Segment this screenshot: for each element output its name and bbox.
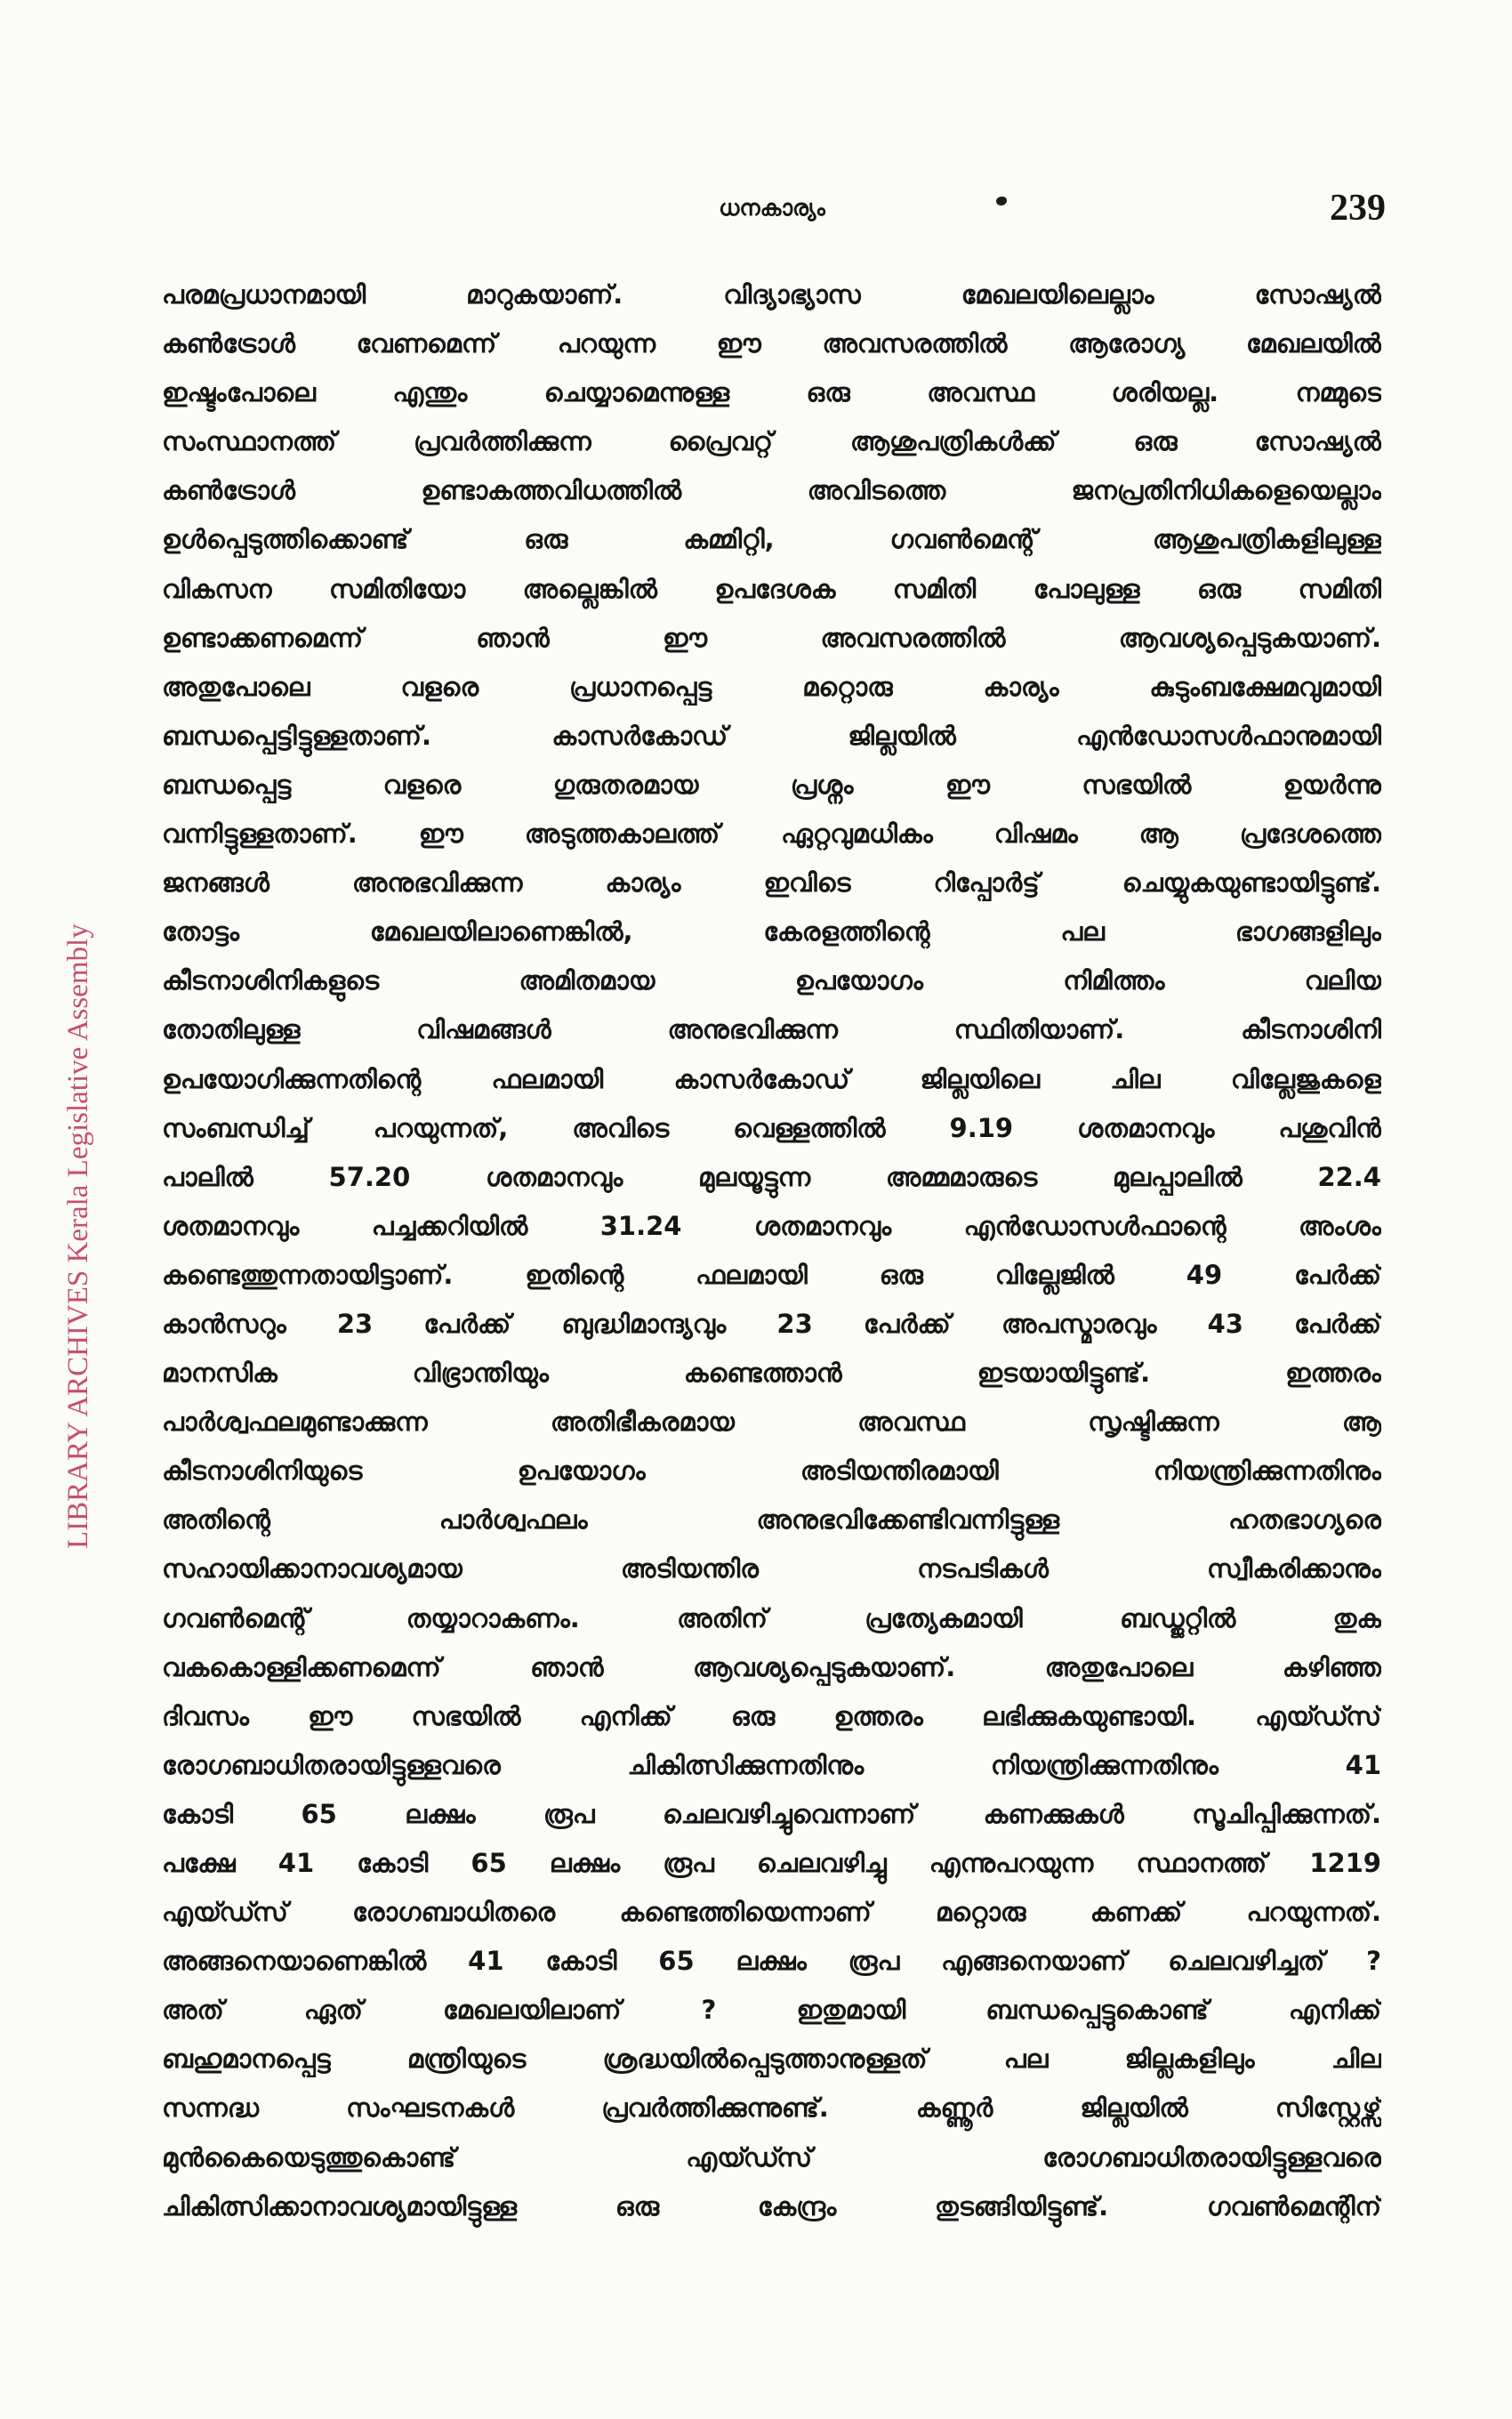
text-line: മാനസിക വിഭ്രാന്തിയും കണ്ടെത്താൻ ഇടയായിട്ടുണ്ട്. ഇത്തരം: [162, 1358, 1381, 1389]
text-line: ഇഷ്ടംപോലെ എന്തും ചെയ്യാമെന്നുള്ള ഒരു അവസ്ഥ ശരിയല്ല. നമ്മുടെ: [162, 377, 1381, 408]
text-line: ഉൾപ്പെടുത്തിക്കൊണ്ട് ഒരു കമ്മിറ്റി, ഗവൺമെന്റ് ആശുപത്രികളിലുള്ള: [162, 524, 1381, 555]
text-line: പാലിൽ 57.20 ശതമാനവും മുലയൂട്ടുന്ന അമ്മമാരുടെ മുലപ്പാലിൽ 22.4: [162, 1161, 1381, 1192]
text-line: വന്നിട്ടുള്ളതാണ്. ഈ അടുത്തകാലത്ത് ഏറ്റവുമധികം വിഷമം ആ പ്രദേശത്തെ: [162, 818, 1381, 850]
text-line: സഹായിക്കാനാവശ്യമായ അടിയന്തിര നടപടികൾ സ്വീകരിക്കാനും: [162, 1553, 1381, 1584]
text-line: കൺട്രോൾ ഉണ്ടാകത്തവിധത്തിൽ അവിടത്തെ ജനപ്രതിനിധികളെയെല്ലാം: [162, 475, 1381, 506]
text-line: ശതമാനവും പച്ചക്കറിയിൽ 31.24 ശതമാനവും എൻഡോസൾഫാന്റെ അംശം: [162, 1210, 1381, 1241]
text-line: ഉണ്ടാക്കണമെന്ന് ഞാൻ ഈ അവസരത്തിൽ ആവശ്യപ്പെടുകയാണ്.: [162, 622, 1381, 653]
text-line: കീടനാശിനിയുടെ ഉപയോഗം അടിയന്തിരമായി നിയന്ത്രിക്കുന്നതിനും: [162, 1455, 1381, 1487]
archive-watermark: LIBRARY ARCHIVES Kerala Legislative Assembly: [62, 923, 94, 1550]
text-line: കൺട്രോൾ വേണമെന്ന് പറയുന്ന ഈ അവസരത്തിൽ ആരോഗ്യ മേഖലയിൽ: [162, 328, 1381, 359]
text-line: ബഹുമാനപ്പെട്ട മന്ത്രിയുടെ ശ്രദ്ധയിൽപ്പെടുത്താനുള്ളത് പല ജില്ലകളിലും ചില: [162, 2044, 1381, 2075]
text-line: പക്ഷേ 41 കോടി 65 ലക്ഷം രൂപ ചെലവഴിച്ചു എന്നുപറയുന്ന സ്ഥാനത്ത് 1219: [162, 1848, 1381, 1878]
text-line: ചികിത്സിക്കാനാവശ്യമായിട്ടുള്ള ഒരു കേന്ദ്രം തുടങ്ങിയിട്ടുണ്ട്. ഗവൺമെന്റിന്: [162, 2190, 1381, 2221]
text-line: തോതിലുള്ള വിഷമങ്ങൾ അനുഭവിക്കുന്ന സ്ഥിതിയാണ്. കീടനാശിനി: [162, 1014, 1381, 1045]
text-line: സംസ്ഥാനത്ത് പ്രവർത്തിക്കുന്ന പ്രൈവറ്റ് ആശുപത്രികൾക്ക് ഒരു സോഷ്യൽ: [162, 426, 1381, 457]
text-line: ദിവസം ഈ സഭയിൽ എനിക്ക് ഒരു ഉത്തരം ലഭിക്കുകയുണ്ടായി. എയ്ഡ്സ്: [162, 1700, 1381, 1731]
text-line: സംബന്ധിച്ച് പറയുന്നത്, അവിടെ വെള്ളത്തിൽ 9.19 ശതമാനവും പശുവിൻ: [162, 1112, 1381, 1143]
page-number: 239: [1330, 188, 1386, 229]
text-line: കീടനാശിനികളുടെ അമിതമായ ഉപയോഗം നിമിത്തം വലിയ: [162, 965, 1381, 996]
text-line: എയ്ഡ്സ് രോഗബാധിതരെ കണ്ടെത്തിയെന്നാണ് മറ്റൊരു കണക്ക് പറയുന്നത്.: [162, 1897, 1381, 1928]
text-line: വകകൊള്ളിക്കണമെന്ന് ഞാൻ ആവശ്യപ്പെടുകയാണ്. അതുപോലെ കഴിഞ്ഞ: [162, 1651, 1381, 1682]
text-line: അതുപോലെ വളരെ പ്രധാനപ്പെട്ട മറ്റൊരു കാര്യം കുടുംബക്ഷേമവുമായി: [162, 671, 1381, 702]
text-line: വികസന സമിതിയോ അല്ലെങ്കിൽ ഉപദേശക സമിതി പോലുള്ള ഒരു സമിതി: [162, 573, 1381, 604]
text-line: തോട്ടം മേഖലയിലാണെങ്കിൽ, കേരളത്തിന്റെ പല ഭാഗങ്ങളിലും: [162, 916, 1381, 947]
text-line: ബന്ധപ്പെട്ട വളരെ ഗുരുതരമായ പ്രശ്നം ഈ സഭയിൽ ഉയർന്നു: [162, 769, 1381, 800]
text-line: കാൻസറും 23 പേർക്ക് ബുദ്ധിമാന്ദ്യവും 23 പേർക്ക് അപസ്മാരവും 43 പേർക്ക്: [162, 1308, 1381, 1339]
text-line: സന്നദ്ധ സംഘടനകൾ പ്രവർത്തിക്കുന്നുണ്ട്. കണ്ണൂർ ജില്ലയിൽ സിസ്റ്റേഴ്സ്: [162, 2092, 1381, 2124]
text-line: ഉപയോഗിക്കുന്നതിന്റെ ഫലമായി കാസർകോഡ് ജില്ലയിലെ ചില വില്ലേജുകളെ: [162, 1063, 1381, 1094]
ink-mark: [996, 197, 1007, 206]
running-title: ധനകാര്യം: [719, 195, 825, 221]
text-line: ജനങ്ങൾ അനുഭവിക്കുന്ന കാര്യം ഇവിടെ റിപ്പോർട്ട് ചെയ്യുകയുണ്ടായിട്ടുണ്ട്.: [162, 867, 1381, 899]
text-line: ബന്ധപ്പെട്ടിട്ടുള്ളതാണ്. കാസർകോഡ് ജില്ലയിൽ എൻഡോസൾഫാനുമായി: [162, 720, 1381, 751]
text-line: പാർശ്വഫലമുണ്ടാക്കുന്ന അതിഭീകരമായ അവസ്ഥ സൃഷ്ടിക്കുന്ന ആ: [162, 1407, 1381, 1438]
text-line: ഗവൺമെന്റ് തയ്യാറാകണം. അതിന് പ്രത്യേകമായി ബഡ്ജറ്റിൽ തുക: [162, 1602, 1381, 1633]
text-line: കണ്ടെത്തുന്നതായിട്ടാണ്. ഇതിന്റെ ഫലമായി ഒരു വില്ലേജിൽ 49 പേർക്ക്: [162, 1259, 1381, 1290]
body-text: [162, 270, 1381, 2231]
text-line: അങ്ങനെയാണെങ്കിൽ 41 കോടി 65 ലക്ഷം രൂപ എങ്ങനെയാണ് ചെലവഴിച്ചത് ?: [162, 1946, 1381, 1977]
text-line: മുൻകൈയെടുത്തുകൊണ്ട് എയ്ഡ്സ് രോഗബാധിതരായിട്ടുള്ളവരെ: [162, 2141, 1381, 2173]
text-line: അത് ഏത് മേഖലയിലാണ് ? ഇതുമായി ബന്ധപ്പെട്ടുകൊണ്ട് എനിക്ക്: [162, 1995, 1381, 2026]
text-line: അതിന്റെ പാർശ്വഫലം അനുഭവിക്കേണ്ടിവന്നിട്ടുള്ള ഹതഭാഗ്യരെ: [162, 1504, 1381, 1536]
text-line: പരമപ്രധാനമായി മാറുകയാണ്. വിദ്യാഭ്യാസ മേഖലയിലെല്ലാം സോഷ്യൽ: [162, 279, 1381, 310]
text-line: കോടി 65 ലക്ഷം രൂപ ചെലവഴിച്ചുവെന്നാണ് കണക്കുകൾ സൂചിപ്പിക്കുന്നത്.: [162, 1798, 1381, 1829]
text-line: രോഗബാധിതരായിട്ടുള്ളവരെ ചികിത്സിക്കുന്നതിനും നിയന്ത്രിക്കുന്നതിനും 41: [162, 1749, 1381, 1780]
